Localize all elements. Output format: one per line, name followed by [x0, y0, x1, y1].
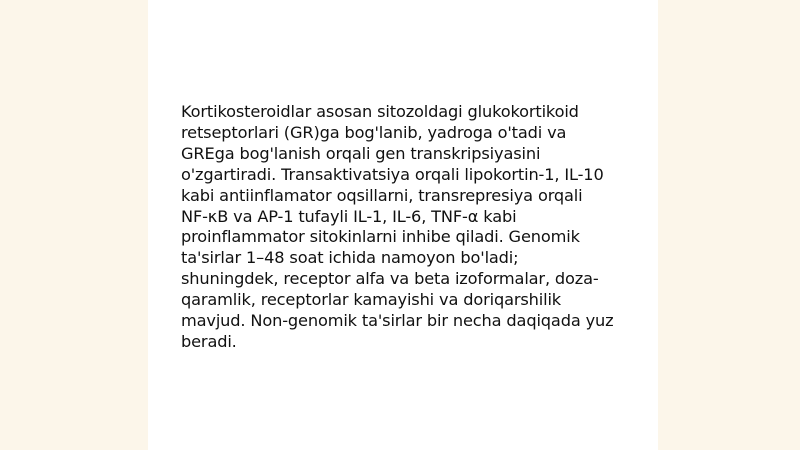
- text-line: NF-κB va AP-1 tufayli IL-1, IL-6, TNF-α kabi: [181, 206, 517, 226]
- text-line: Kortikosteroidlar asosan sitozoldagi glukokortikoid: [181, 102, 579, 121]
- body-paragraph: [181, 102, 641, 353]
- text-line: kabi antiinflamator oqsillarni, transrepresiya orqali: [181, 185, 583, 205]
- text-line: qaramlik, receptorlar kamayishi va doriqarshilik: [181, 290, 562, 310]
- text-line: proinflammator sitokinlarni inhibe qiladi. Genomik: [181, 227, 580, 247]
- text-line: shuningdek, receptor alfa va beta izoformalar, doza-: [181, 269, 599, 289]
- text-line: retseptorlari (GR)ga bog'lanib, yadroga o'tadi va: [181, 122, 567, 142]
- text-line: beradi.: [181, 331, 237, 351]
- text-line: mavjud. Non-genomik ta'sirlar bir necha daqiqada yuz: [181, 311, 614, 331]
- document-page: [148, 0, 658, 450]
- text-line: ta'sirlar 1–48 soat ichida namoyon bo'ladi;: [181, 248, 519, 268]
- text-line: o'zgartiradi. Transaktivatsiya orqali lipokortin-1, IL-10: [181, 164, 604, 184]
- text-line: GREga bog'lanish orqali gen transkripsiyasini: [181, 143, 541, 163]
